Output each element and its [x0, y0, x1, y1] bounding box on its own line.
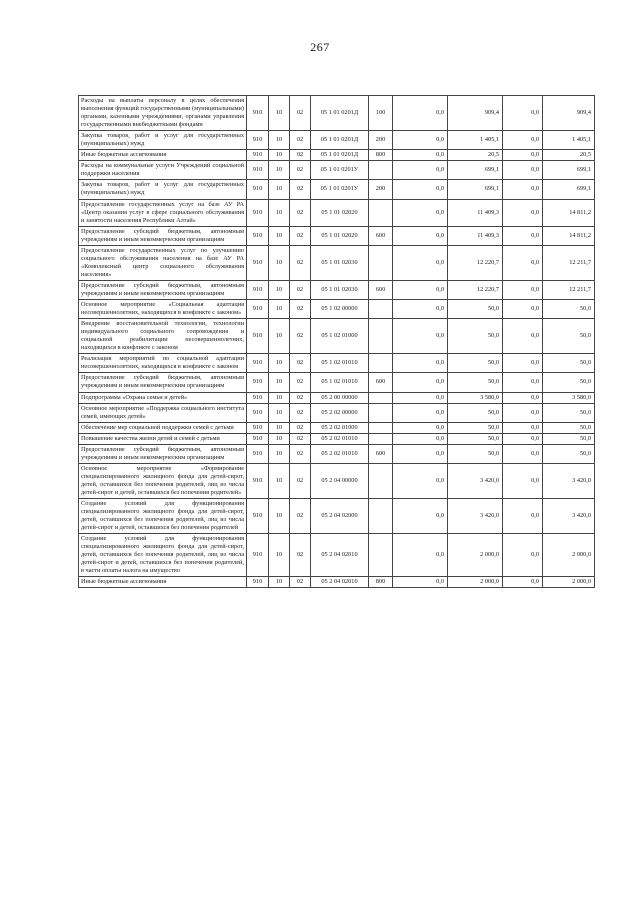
row-name-cell: Расходы на выплаты персоналу в целях обеспечения выполнения функций государственными (муниципальными) органами, казенными учреждениями, органами управления государственными внебюджетными фондами [79, 96, 247, 131]
amount-cell: 0,0 [393, 577, 448, 588]
row-name-cell: Иные бюджетные ассигнования [79, 577, 247, 588]
amount-cell: 699,1 [543, 161, 595, 180]
amount-cell: 2 000,0 [448, 534, 503, 577]
subsection-code-cell: 02 [290, 373, 311, 392]
expense-type-cell: 600 [369, 444, 393, 463]
amount-cell: 50,0 [543, 422, 595, 433]
table-row [79, 96, 595, 131]
amount-cell: 0,0 [503, 373, 543, 392]
table-row [79, 226, 595, 245]
amount-cell: 50,0 [543, 444, 595, 463]
row-name-cell: Внедрение восстановительной технологии, технологии индивидуального социального сопровождения и социальной реабилитации несовершеннолетних, находящихся в конфликте с законом [79, 319, 247, 354]
section-code-cell: 10 [269, 499, 290, 534]
amount-cell: 11 409,3 [448, 226, 503, 245]
target-article-cell: 05 1 01 02020 [311, 226, 369, 245]
section-code-cell: 10 [269, 131, 290, 150]
subsection-code-cell: 02 [290, 422, 311, 433]
table-row [79, 392, 595, 403]
subsection-code-cell: 02 [290, 245, 311, 280]
section-code-cell: 10 [269, 161, 290, 180]
expense-type-cell [369, 499, 393, 534]
expense-type-cell [369, 403, 393, 422]
row-name-cell: Предоставление государственных услуг по улучшению социального обслуживания населения на базе АУ РА «Комплексный центр социального обслуживания населения» [79, 245, 247, 280]
amount-cell: 12 211,7 [543, 280, 595, 299]
expense-type-cell: 200 [369, 131, 393, 150]
amount-cell: 0,0 [393, 300, 448, 319]
target-article-cell: 05 1 02 01010 [311, 373, 369, 392]
table-row [79, 280, 595, 299]
row-name-cell: Основное мероприятие «Поддержка социального института семей, имеющих детей» [79, 403, 247, 422]
section-code-cell: 10 [269, 199, 290, 226]
row-name-cell: Предоставление субсидий бюджетным, автономным учреждениям и иным некоммерческим организациям [79, 444, 247, 463]
target-article-cell: 05 2 02 01010 [311, 444, 369, 463]
section-code-cell: 10 [269, 373, 290, 392]
row-name-cell: Закупка товаров, работ и услуг для государственных (муниципальных) нужд [79, 131, 247, 150]
amount-cell: 0,0 [503, 463, 543, 498]
subsection-code-cell: 02 [290, 392, 311, 403]
amount-cell: 20,5 [448, 150, 503, 161]
row-name-cell: Предоставление субсидий бюджетным, автономным учреждениям и иным некоммерческим организациям [79, 226, 247, 245]
row-name-cell: Основное мероприятие «Социальная адаптация несовершеннолетних, находящихся в конфликте с законом» [79, 300, 247, 319]
target-article-cell: 05 1 01 02020 [311, 199, 369, 226]
section-code-cell: 10 [269, 319, 290, 354]
ministry-code-cell: 910 [247, 373, 269, 392]
expense-type-cell [369, 199, 393, 226]
expense-type-cell [369, 319, 393, 354]
section-code-cell: 10 [269, 354, 290, 373]
subsection-code-cell: 02 [290, 161, 311, 180]
amount-cell: 0,0 [503, 433, 543, 444]
amount-cell: 0,0 [503, 131, 543, 150]
amount-cell: 50,0 [448, 373, 503, 392]
amount-cell: 0,0 [393, 354, 448, 373]
ministry-code-cell: 910 [247, 422, 269, 433]
amount-cell: 0,0 [393, 161, 448, 180]
target-article-cell: 05 2 00 00000 [311, 392, 369, 403]
amount-cell: 3 420,0 [543, 463, 595, 498]
ministry-code-cell: 910 [247, 300, 269, 319]
row-name-cell: Подпрограмма «Охрана семьи и детей» [79, 392, 247, 403]
page-number: 267 [310, 40, 330, 54]
amount-cell: 20,5 [543, 150, 595, 161]
amount-cell: 50,0 [543, 319, 595, 354]
amount-cell: 0,0 [503, 403, 543, 422]
target-article-cell: 05 1 02 00000 [311, 300, 369, 319]
section-code-cell: 10 [269, 433, 290, 444]
subsection-code-cell: 02 [290, 444, 311, 463]
amount-cell: 0,0 [503, 444, 543, 463]
section-code-cell: 10 [269, 463, 290, 498]
amount-cell: 50,0 [448, 319, 503, 354]
amount-cell: 0,0 [393, 280, 448, 299]
target-article-cell: 05 1 01 0201Д [311, 131, 369, 150]
expense-type-cell [369, 422, 393, 433]
expense-type-cell [369, 433, 393, 444]
ministry-code-cell: 910 [247, 354, 269, 373]
amount-cell: 12 220,7 [448, 280, 503, 299]
amount-cell: 11 409,3 [448, 199, 503, 226]
table-row [79, 444, 595, 463]
target-article-cell: 05 1 02 01010 [311, 354, 369, 373]
row-name-cell: Реализация мероприятий по социальной адаптации несовершеннолетних, находящихся в конфликте с законом [79, 354, 247, 373]
target-article-cell: 05 1 01 0201Д [311, 150, 369, 161]
row-name-cell: Иные бюджетные ассигнования [79, 150, 247, 161]
expense-type-cell [369, 463, 393, 498]
amount-cell: 0,0 [503, 300, 543, 319]
amount-cell: 14 811,2 [543, 226, 595, 245]
subsection-code-cell: 02 [290, 319, 311, 354]
table-row [79, 499, 595, 534]
section-code-cell: 10 [269, 180, 290, 199]
target-article-cell: 05 2 02 01000 [311, 422, 369, 433]
table-row [79, 403, 595, 422]
section-code-cell: 10 [269, 226, 290, 245]
amount-cell: 12 220,7 [448, 245, 503, 280]
section-code-cell: 10 [269, 280, 290, 299]
amount-cell: 0,0 [503, 422, 543, 433]
amount-cell: 699,1 [448, 161, 503, 180]
section-code-cell: 10 [269, 96, 290, 131]
amount-cell: 3 420,0 [448, 463, 503, 498]
expense-type-cell: 600 [369, 226, 393, 245]
amount-cell: 0,0 [393, 180, 448, 199]
amount-cell: 0,0 [503, 319, 543, 354]
amount-cell: 50,0 [448, 300, 503, 319]
subsection-code-cell: 02 [290, 131, 311, 150]
expense-type-cell [369, 300, 393, 319]
table-row [79, 161, 595, 180]
ministry-code-cell: 910 [247, 131, 269, 150]
table-row [79, 300, 595, 319]
amount-cell: 0,0 [503, 577, 543, 588]
amount-cell: 50,0 [543, 354, 595, 373]
amount-cell: 0,0 [393, 463, 448, 498]
amount-cell: 2 000,0 [543, 577, 595, 588]
target-article-cell: 05 1 01 02030 [311, 280, 369, 299]
subsection-code-cell: 02 [290, 354, 311, 373]
expense-type-cell [369, 392, 393, 403]
table-row [79, 354, 595, 373]
row-name-cell: Предоставление государственных услуг на базе АУ РА «Центр оказания услуг в сфере социального обслуживания и занятости населения Республики Алтай» [79, 199, 247, 226]
section-code-cell: 10 [269, 444, 290, 463]
table-row [79, 433, 595, 444]
amount-cell: 0,0 [503, 280, 543, 299]
section-code-cell: 10 [269, 422, 290, 433]
amount-cell: 0,0 [503, 96, 543, 131]
table-row [79, 180, 595, 199]
amount-cell: 0,0 [393, 245, 448, 280]
row-name-cell: Предоставление субсидий бюджетным, автономным учреждениям и иным некоммерческим организациям [79, 280, 247, 299]
target-article-cell: 05 1 01 0201У [311, 161, 369, 180]
amount-cell: 0,0 [503, 392, 543, 403]
amount-cell: 50,0 [448, 433, 503, 444]
ministry-code-cell: 910 [247, 577, 269, 588]
ministry-code-cell: 910 [247, 444, 269, 463]
amount-cell: 50,0 [448, 422, 503, 433]
amount-cell: 50,0 [448, 354, 503, 373]
amount-cell: 2 000,0 [543, 534, 595, 577]
section-code-cell: 10 [269, 534, 290, 577]
table-row [79, 131, 595, 150]
amount-cell: 0,0 [393, 403, 448, 422]
target-article-cell: 05 1 02 01000 [311, 319, 369, 354]
amount-cell: 0,0 [503, 245, 543, 280]
row-name-cell: Создание условий для функционирования специализированного жилищного фонда для детей-сирот, детей, оставшихся без попечения родителей, лиц из числа детей-сирот и детей, оставшихся без попечения родителей [79, 499, 247, 534]
row-name-cell: Предоставление субсидий бюджетным, автономным учреждениям и иным некоммерческим организациям [79, 373, 247, 392]
amount-cell: 0,0 [393, 226, 448, 245]
target-article-cell: 05 2 02 00000 [311, 403, 369, 422]
subsection-code-cell: 02 [290, 577, 311, 588]
subsection-code-cell: 02 [290, 180, 311, 199]
section-code-cell: 10 [269, 392, 290, 403]
table-row [79, 150, 595, 161]
expense-type-cell [369, 354, 393, 373]
ministry-code-cell: 910 [247, 499, 269, 534]
ministry-code-cell: 910 [247, 280, 269, 299]
section-code-cell: 10 [269, 300, 290, 319]
row-name-cell: Создание условий для функционирования специализированного жилищного фонда для детей-сирот, детей, оставшихся без попечения родителей, лиц из числа детей-сирот и детей, оставшихся без попечения родителей, в части оплаты налога на имущество [79, 534, 247, 577]
row-name-cell: Расходы на коммунальные услуги Учреждений социальной поддержки населения [79, 161, 247, 180]
amount-cell: 0,0 [393, 433, 448, 444]
target-article-cell: 05 2 04 02010 [311, 534, 369, 577]
subsection-code-cell: 02 [290, 534, 311, 577]
amount-cell: 0,0 [393, 422, 448, 433]
target-article-cell: 05 2 04 00000 [311, 463, 369, 498]
target-article-cell: 05 2 02 01010 [311, 433, 369, 444]
amount-cell: 0,0 [393, 131, 448, 150]
subsection-code-cell: 02 [290, 226, 311, 245]
amount-cell: 3 580,0 [448, 392, 503, 403]
row-name-cell: Основное мероприятие «Формирование специализированного жилищного фонда для детей-сирот, детей, оставшихся без попечения родителей, лиц из числа детей-сирот и детей, оставшихся без попечения родителей» [79, 463, 247, 498]
amount-cell: 2 000,0 [448, 577, 503, 588]
amount-cell: 909,4 [543, 96, 595, 131]
subsection-code-cell: 02 [290, 96, 311, 131]
amount-cell: 12 211,7 [543, 245, 595, 280]
ministry-code-cell: 910 [247, 226, 269, 245]
row-name-cell: Обеспечение мер социальной поддержки семей с детьми [79, 422, 247, 433]
section-code-cell: 10 [269, 577, 290, 588]
section-code-cell: 10 [269, 403, 290, 422]
table-row [79, 373, 595, 392]
ministry-code-cell: 910 [247, 392, 269, 403]
amount-cell: 0,0 [393, 392, 448, 403]
subsection-code-cell: 02 [290, 199, 311, 226]
amount-cell: 50,0 [543, 373, 595, 392]
subsection-code-cell: 02 [290, 433, 311, 444]
row-name-cell: Закупка товаров, работ и услуг для государственных (муниципальных) нужд [79, 180, 247, 199]
amount-cell: 1 405,1 [543, 131, 595, 150]
amount-cell: 0,0 [393, 499, 448, 534]
amount-cell: 0,0 [503, 150, 543, 161]
amount-cell: 0,0 [503, 354, 543, 373]
budget-table [78, 95, 595, 588]
section-code-cell: 10 [269, 150, 290, 161]
amount-cell: 1 405,1 [448, 131, 503, 150]
expense-type-cell: 800 [369, 577, 393, 588]
subsection-code-cell: 02 [290, 280, 311, 299]
target-article-cell: 05 2 04 02010 [311, 577, 369, 588]
target-article-cell: 05 2 04 02000 [311, 499, 369, 534]
ministry-code-cell: 910 [247, 199, 269, 226]
table-row [79, 319, 595, 354]
ministry-code-cell: 910 [247, 319, 269, 354]
expense-type-cell [369, 245, 393, 280]
amount-cell: 0,0 [393, 373, 448, 392]
amount-cell: 0,0 [503, 226, 543, 245]
ministry-code-cell: 910 [247, 534, 269, 577]
amount-cell: 3 420,0 [448, 499, 503, 534]
subsection-code-cell: 02 [290, 463, 311, 498]
expense-type-cell: 600 [369, 373, 393, 392]
amount-cell: 3 580,0 [543, 392, 595, 403]
ministry-code-cell: 910 [247, 463, 269, 498]
amount-cell: 0,0 [393, 150, 448, 161]
ministry-code-cell: 910 [247, 245, 269, 280]
amount-cell: 909,4 [448, 96, 503, 131]
amount-cell: 0,0 [503, 180, 543, 199]
ministry-code-cell: 910 [247, 161, 269, 180]
amount-cell: 14 811,2 [543, 199, 595, 226]
section-code-cell: 10 [269, 245, 290, 280]
expense-type-cell [369, 161, 393, 180]
table-row [79, 422, 595, 433]
amount-cell: 0,0 [393, 534, 448, 577]
subsection-code-cell: 02 [290, 150, 311, 161]
amount-cell: 3 420,0 [543, 499, 595, 534]
ministry-code-cell: 910 [247, 96, 269, 131]
table-row [79, 463, 595, 498]
amount-cell: 0,0 [393, 199, 448, 226]
expense-type-cell [369, 534, 393, 577]
subsection-code-cell: 02 [290, 499, 311, 534]
ministry-code-cell: 910 [247, 403, 269, 422]
ministry-code-cell: 910 [247, 433, 269, 444]
table-row [79, 245, 595, 280]
table-row [79, 534, 595, 577]
amount-cell: 50,0 [543, 433, 595, 444]
ministry-code-cell: 910 [247, 150, 269, 161]
row-name-cell: Повышение качества жизни детей и семей с детьми [79, 433, 247, 444]
amount-cell: 0,0 [393, 96, 448, 131]
amount-cell: 0,0 [503, 499, 543, 534]
expense-type-cell: 800 [369, 150, 393, 161]
subsection-code-cell: 02 [290, 300, 311, 319]
expense-type-cell: 600 [369, 280, 393, 299]
amount-cell: 0,0 [393, 319, 448, 354]
amount-cell: 0,0 [393, 444, 448, 463]
amount-cell: 50,0 [448, 403, 503, 422]
amount-cell: 699,1 [448, 180, 503, 199]
amount-cell: 699,1 [543, 180, 595, 199]
ministry-code-cell: 910 [247, 180, 269, 199]
expense-type-cell: 100 [369, 96, 393, 131]
target-article-cell: 05 1 01 0201У [311, 180, 369, 199]
amount-cell: 0,0 [503, 161, 543, 180]
amount-cell: 50,0 [543, 300, 595, 319]
subsection-code-cell: 02 [290, 403, 311, 422]
amount-cell: 50,0 [448, 444, 503, 463]
amount-cell: 0,0 [503, 534, 543, 577]
target-article-cell: 05 1 01 02030 [311, 245, 369, 280]
expense-type-cell: 200 [369, 180, 393, 199]
amount-cell: 50,0 [543, 403, 595, 422]
amount-cell: 0,0 [503, 199, 543, 226]
table-row [79, 199, 595, 226]
table-row [79, 577, 595, 588]
target-article-cell: 05 1 01 0201Д [311, 96, 369, 131]
